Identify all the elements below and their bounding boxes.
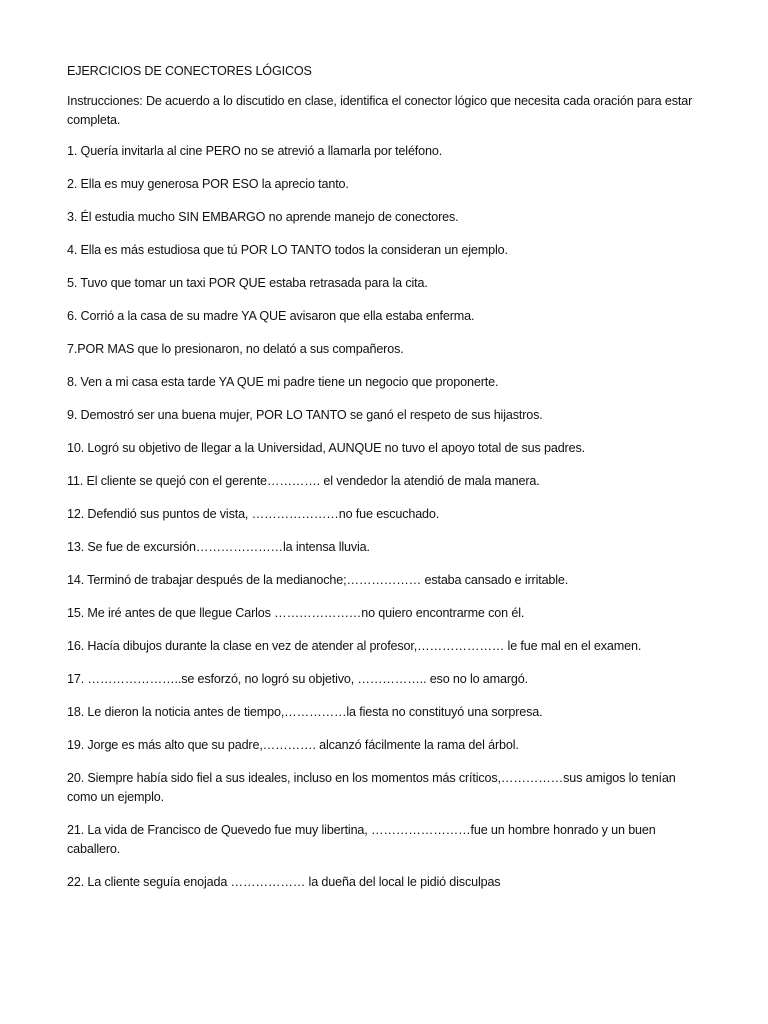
exercise-item-5: 5. Tuvo que tomar un taxi POR QUE estaba retrasada para la cita. [67, 276, 428, 290]
exercise-item-20: 20. Siempre había sido fiel a sus ideales, incluso en los momentos más críticos,……………sus amigos lo tenían como un ejemplo. [67, 771, 676, 804]
exercise-item-16: 16. Hacía dibujos durante la clase en vez de atender al profesor,………………… le fue mal en el examen. [67, 639, 642, 653]
exercise-item-8: 8. Ven a mi casa esta tarde YA QUE mi padre tiene un negocio que proponerte. [67, 375, 499, 389]
exercise-item-9: 9. Demostró ser una buena mujer, POR LO TANTO se ganó el respeto de sus hijastros. [67, 408, 543, 422]
exercise-item-22: 22. La cliente seguía enojada ……………… la dueña del local le pidió disculpas [67, 875, 501, 889]
exercise-item-6: 6. Corrió a la casa de su madre YA QUE avisaron que ella estaba enferma. [67, 309, 475, 323]
exercise-item-12: 12. Defendió sus puntos de vista, …………………no fue escuchado. [67, 507, 440, 521]
document-page [67, 62, 707, 906]
exercise-item-21: 21. La vida de Francisco de Quevedo fue muy libertina, ……………………fue un hombre honrado y un buen caballero. [67, 823, 656, 856]
exercise-item-19: 19. Jorge es más alto que su padre,…………. alcanzó fácilmente la rama del árbol. [67, 738, 519, 752]
exercise-list [67, 142, 707, 892]
exercise-item-1: 1. Quería invitarla al cine PERO no se atrevió a llamarla por teléfono. [67, 144, 443, 158]
exercise-item-15: 15. Me iré antes de que llegue Carlos …………………no quiero encontrarme con él. [67, 606, 525, 620]
exercise-item-13: 13. Se fue de excursión…………………la intensa lluvia. [67, 540, 370, 554]
exercise-item-7: 7.POR MAS que lo presionaron, no delató a sus compañeros. [67, 342, 404, 356]
exercise-item-11: 11. El cliente se quejó con el gerente…………. el vendedor la atendió de mala manera. [67, 474, 540, 488]
document-title: EJERCICIOS DE CONECTORES LÓGICOS [67, 64, 312, 78]
exercise-item-17: 17. …………………..se esforzó, no logró su objetivo, …………….. eso no lo amargó. [67, 672, 528, 686]
exercise-item-3: 3. Él estudia mucho SIN EMBARGO no aprende manejo de conectores. [67, 210, 459, 224]
instructions-paragraph: Instrucciones: De acuerdo a lo discutido en clase, identifica el conector lógico que necesita cada oración para estar completa. [67, 94, 693, 127]
exercise-item-18: 18. Le dieron la noticia antes de tiempo,……………la fiesta no constituyó una sorpresa. [67, 705, 543, 719]
exercise-item-14: 14. Terminó de trabajar después de la medianoche;……………… estaba cansado e irritable. [67, 573, 569, 587]
exercise-item-2: 2. Ella es muy generosa POR ESO la aprecio tanto. [67, 177, 349, 191]
exercise-item-10: 10. Logró su objetivo de llegar a la Universidad, AUNQUE no tuvo el apoyo total de sus padres. [67, 441, 585, 455]
exercise-item-4: 4. Ella es más estudiosa que tú POR LO TANTO todos la consideran un ejemplo. [67, 243, 508, 257]
